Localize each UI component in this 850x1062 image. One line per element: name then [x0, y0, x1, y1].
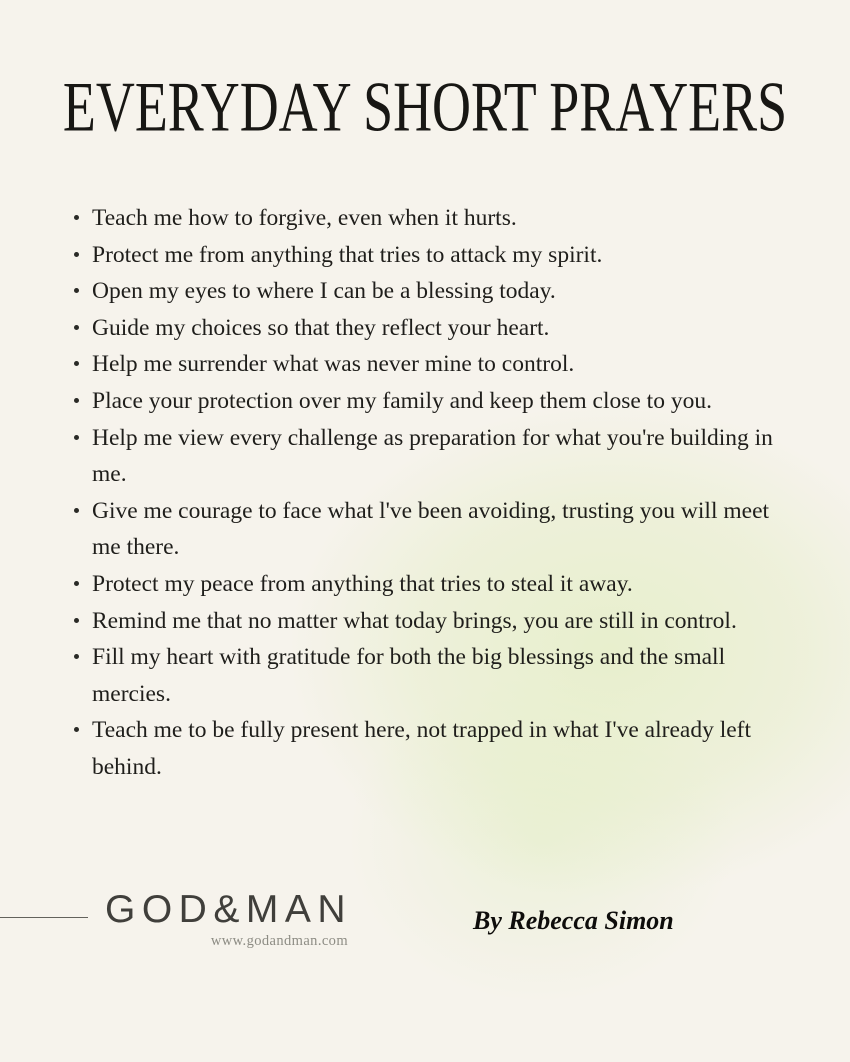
prayer-item [92, 200, 792, 237]
prayer-text: Guide my choices so that they reflect your heart. [92, 314, 550, 341]
bullet-icon [74, 325, 79, 330]
prayer-text: Give me courage to face what l've been avoiding, trusting you will meet me there. [92, 497, 770, 561]
prayer-item [92, 346, 792, 383]
prayer-text: Open my eyes to where I can be a blessing today. [92, 278, 556, 305]
footer-divider-line [0, 917, 88, 918]
prayer-text: Place your protection over my family and keep them close to you. [92, 387, 712, 414]
prayer-text: Teach me how to forgive, even when it hurts. [92, 205, 517, 231]
prayer-text: Protect me from anything that tries to attack my spirit. [92, 241, 603, 268]
prayer-item [92, 420, 792, 493]
prayer-list [92, 200, 792, 786]
prayer-text: Fill my heart with gratitude for both the big blessings and the small mercies. [92, 644, 726, 707]
prayer-text: Remind me that no matter what today brings, you are still in control. [92, 607, 737, 634]
prayer-item [92, 712, 792, 785]
brand-website: www.godandman.com [210, 933, 349, 949]
prayer-item [92, 310, 792, 347]
prayer-item [92, 237, 792, 274]
prayer-item [92, 639, 792, 712]
prayer-text: Help me view every challenge as preparation for what you're building in me. [92, 424, 773, 488]
bullet-icon [74, 508, 79, 513]
brand-logo: GOD&MAN [105, 888, 353, 931]
bullet-icon [74, 618, 79, 623]
prayer-item [92, 566, 792, 603]
prayer-text: Teach me to be fully present here, not trapped in what I've already left behind. [92, 717, 752, 780]
prayer-item [92, 383, 792, 420]
prayer-item [92, 273, 792, 310]
bullet-icon [74, 435, 79, 440]
bullet-icon [74, 215, 79, 220]
bullet-icon [74, 361, 79, 366]
author-byline: By Rebecca Simon [473, 906, 674, 935]
prayer-text: Help me surrender what was never mine to control. [92, 351, 575, 378]
bullet-icon [74, 288, 79, 293]
brand-block [105, 888, 352, 950]
prayer-item [92, 603, 792, 640]
bullet-icon [74, 581, 79, 586]
footer [0, 888, 850, 968]
page-title: EVERYDAY SHORT PRAYERS [62, 67, 788, 147]
bullet-icon [74, 727, 79, 732]
bullet-icon [74, 654, 79, 659]
bullet-icon [74, 398, 79, 403]
prayer-item [92, 493, 792, 566]
prayer-text: Protect my peace from anything that tries to steal it away. [92, 570, 633, 597]
bullet-icon [74, 252, 79, 257]
